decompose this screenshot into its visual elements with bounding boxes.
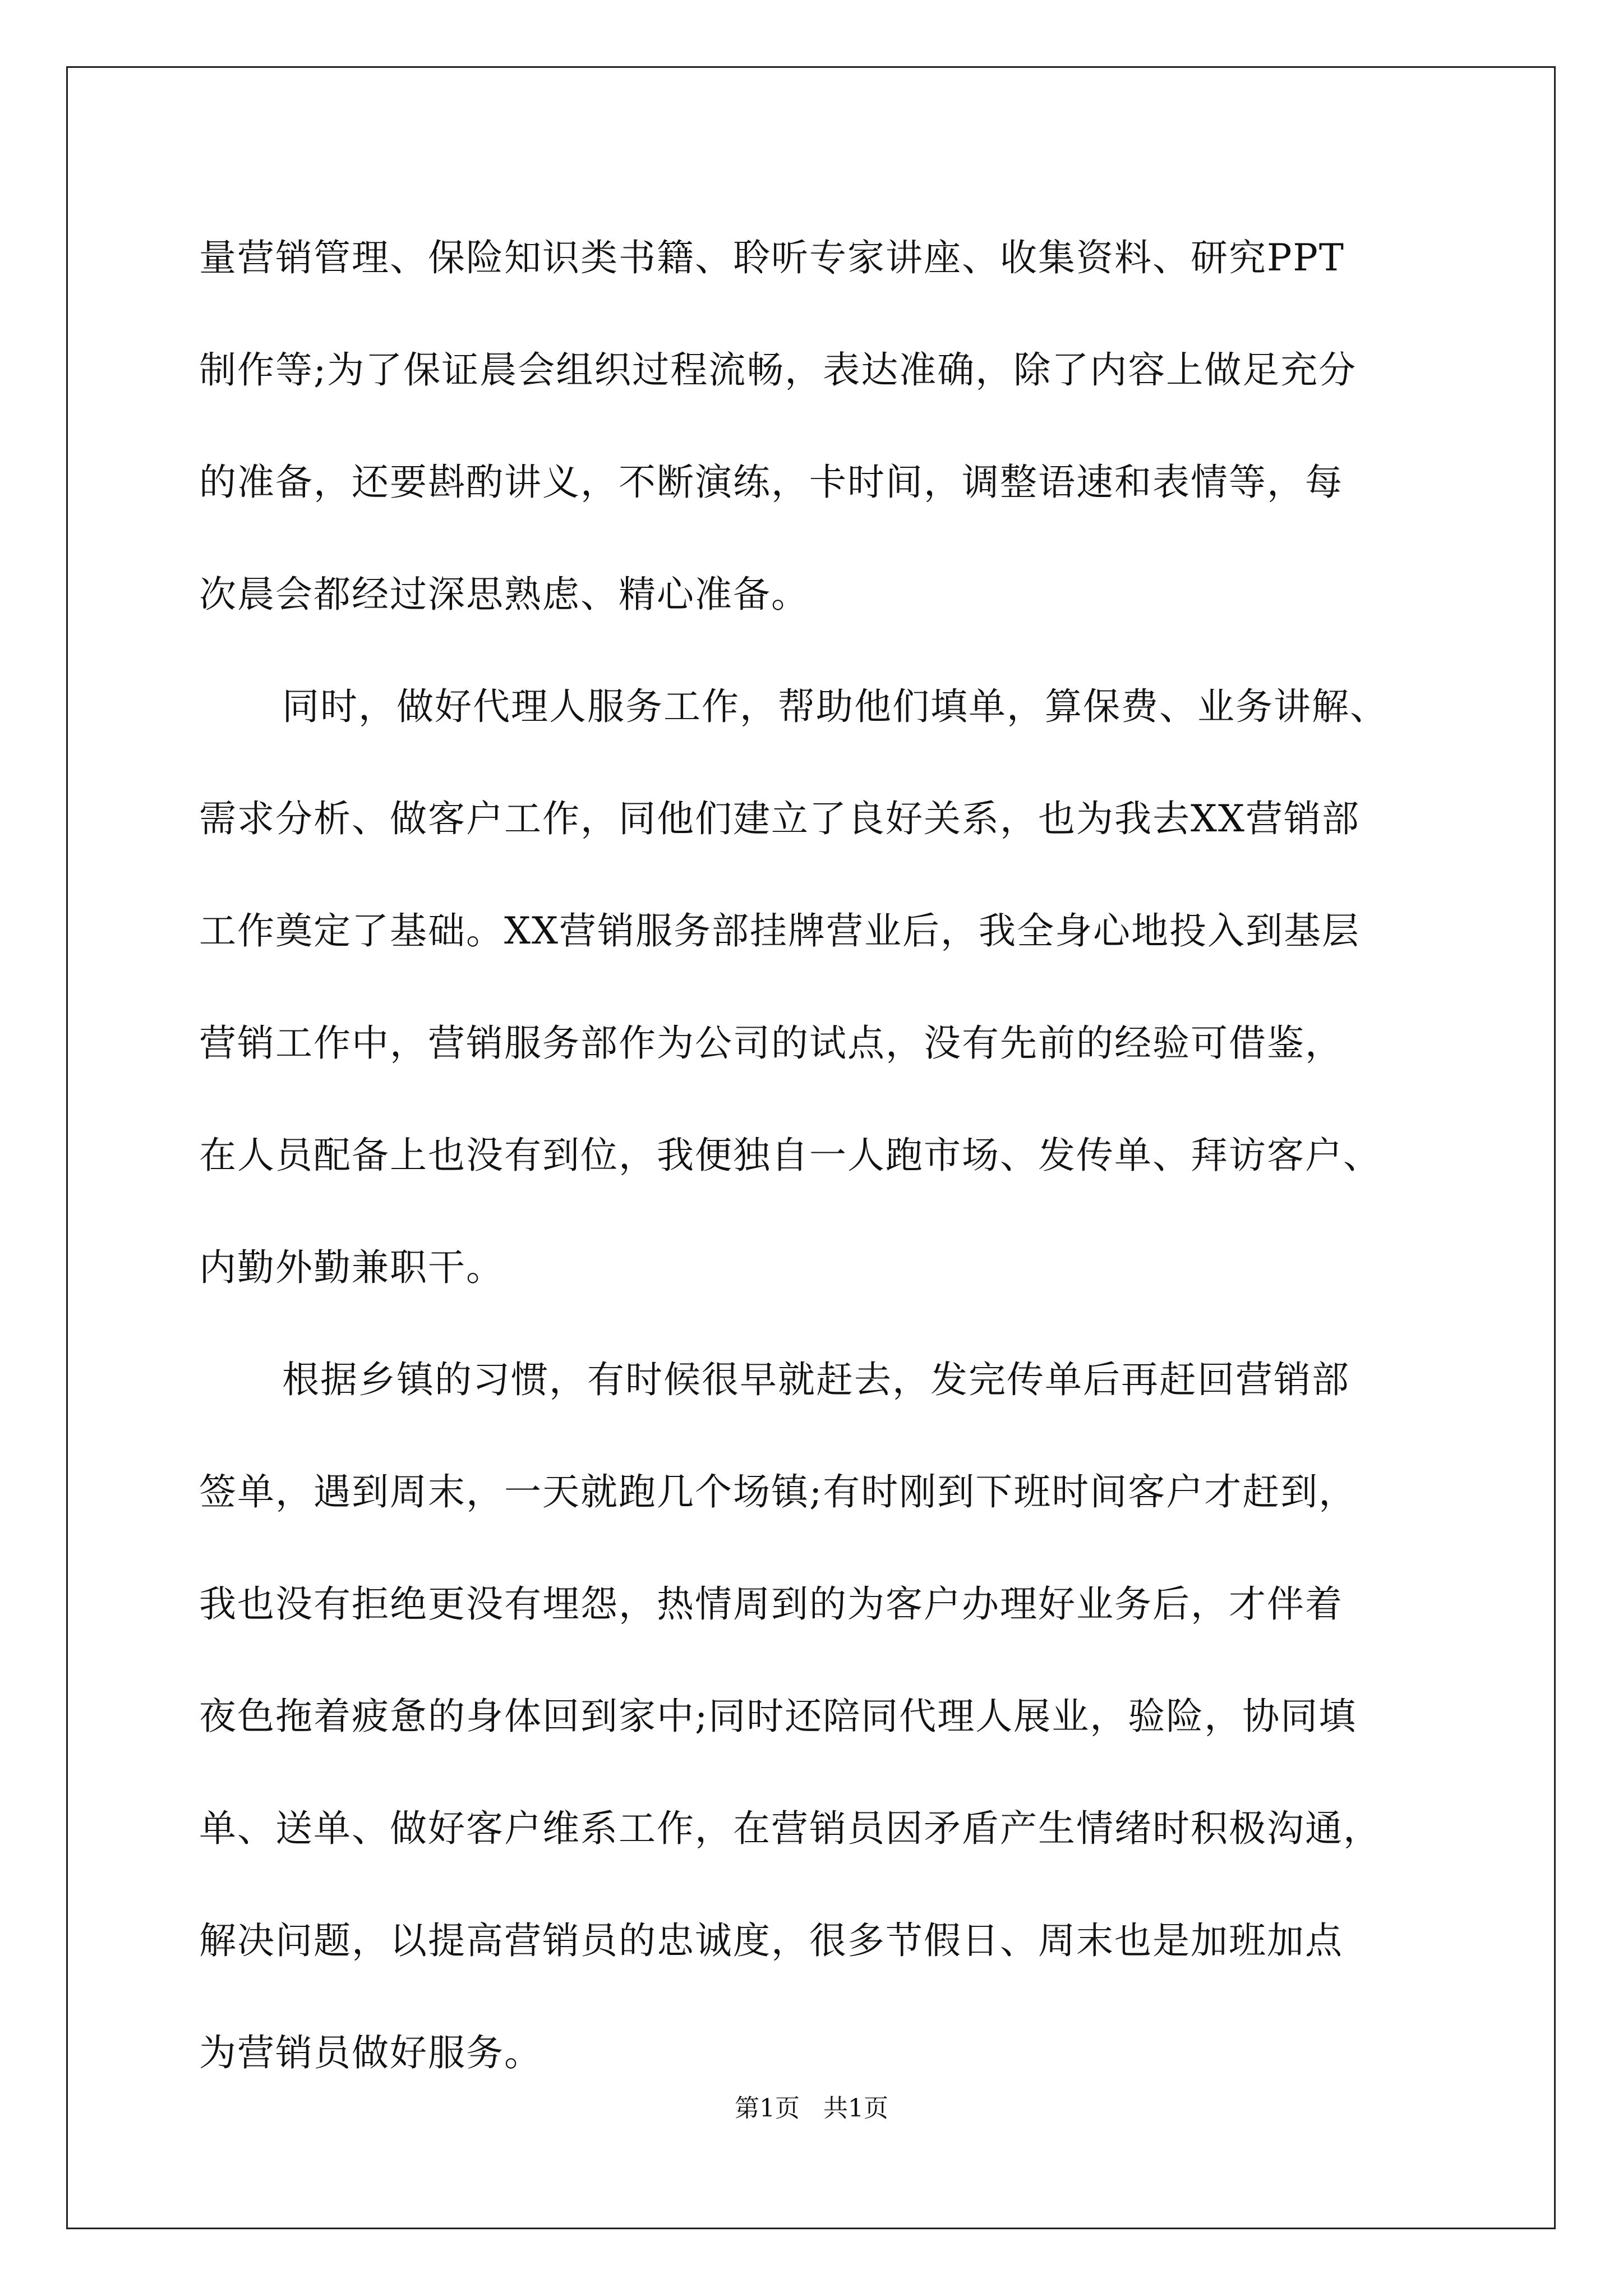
text-line: 制作等;为了保证晨会组织过程流畅，表达准确，除了内容上做足充分 [199,348,1357,392]
text-line: 需求分析、做客户工作，同他们建立了良好关系，也为我去XX营销部 [199,797,1360,840]
text-line: 工作奠定了基础。XX营销服务部挂牌营业后，我全身心地投入到基层 [199,909,1360,953]
text-line: 营销工作中，营销服务部作为公司的试点，没有先前的经验可借鉴， [199,1022,1343,1065]
text-line: 在人员配备上也没有到位，我便独自一人跑市场、发传单、拜访客户、 [199,1134,1381,1177]
text-line: 解决问题，以提高营销员的忠诚度，很多节假日、周末也是加班加点 [199,1919,1343,1962]
text-line: 内勤外勤兼职干。 [199,1246,504,1289]
text-line: 我也没有拒绝更没有埋怨，热情周到的为客户办理好业务后，才伴着 [199,1582,1343,1626]
page-footer: 第1页 共1页 [735,2094,888,2123]
document-body [199,202,1433,2109]
paragraph-first-line: 同时，做好代理人服务工作，帮助他们填单，算保费、业务讲解、 [282,685,1388,728]
text-line: 次晨会都经过深思熟虑、精心准备。 [199,573,809,616]
text-line: 单、送单、做好客户维系工作，在营销员因矛盾产生情绪时积极沟通， [199,1807,1381,1850]
paragraph-first-line: 根据乡镇的习惯，有时候很早就赶去，发完传单后再赶回营销部 [282,1358,1350,1401]
text-line: 的准备，还要斟酌讲义，不断演练，卡时间，调整语速和表情等，每 [199,461,1343,504]
text-line: 量营销管理、保险知识类书籍、聆听专家讲座、收集资料、研究PPT [199,236,1345,279]
text-line: 签单，遇到周末，一天就跑几个场镇;有时刚到下班时间客户才赶到， [199,1470,1357,1513]
text-line: 为营销员做好服务。 [199,2031,542,2074]
text-line: 夜色拖着疲惫的身体回到家中;同时还陪同代理人展业，验险，协同填 [199,1695,1357,1738]
